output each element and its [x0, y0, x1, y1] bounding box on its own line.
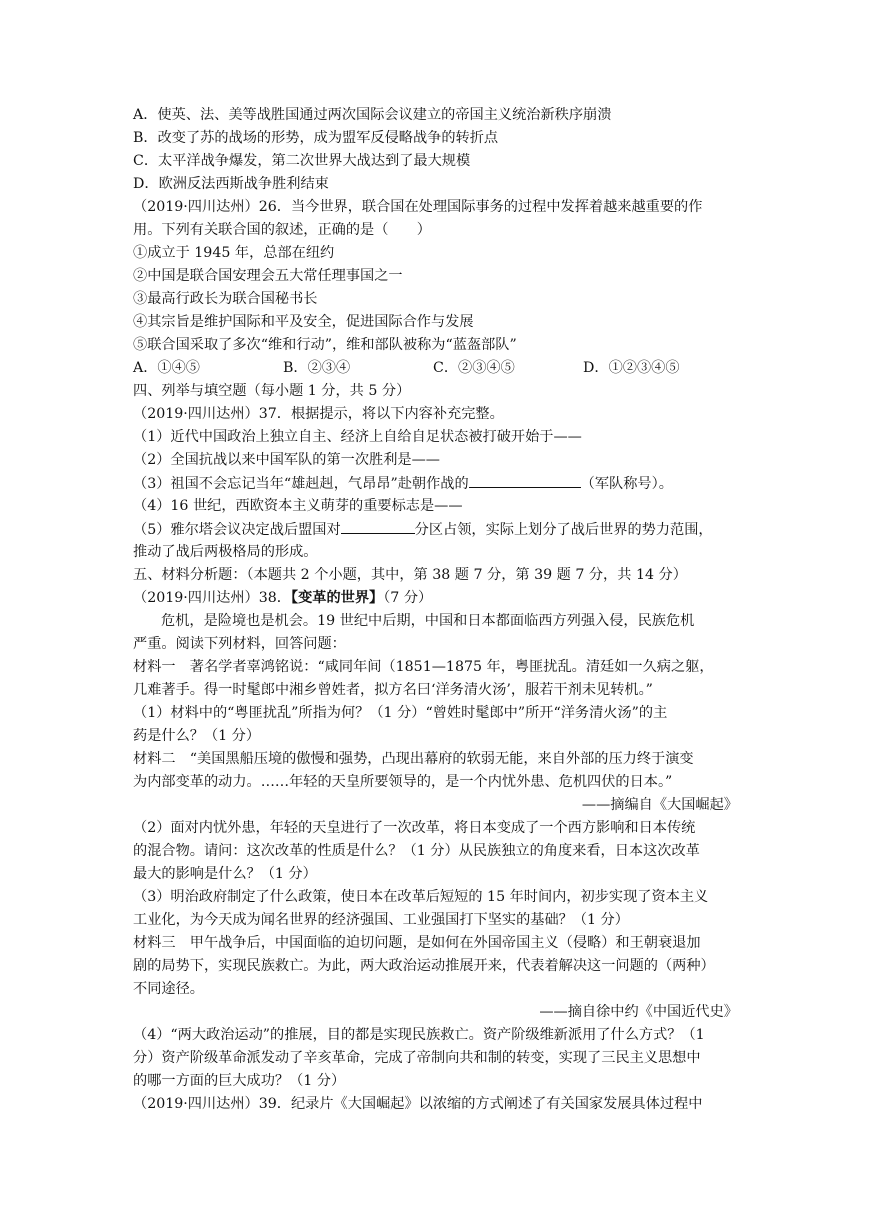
option-c-text: C．太平洋战争爆发，第二次世界大战达到了最大规模: [133, 153, 471, 169]
q26-option-d: D．①②③④⑤: [583, 360, 680, 376]
q38-source: （2019·四川达州）38．: [133, 590, 291, 606]
q38-sub-1: （1）材料中的“粤匪扰乱”所指为何？（1 分）“曾姓时髦郎中”所开“洋务清火汤”的主: [133, 705, 668, 721]
material-3: 材料三 甲午战争后，中国面临的迫切问题，是如何在外国帝国主义（侵略）和王朝衰退加: [133, 935, 701, 951]
q38-sub-2: （2）面对内忧外患，年轻的天皇进行了一次改革，将日本变成了一个西方影响和日本传统: [133, 820, 696, 836]
statement-1: ①成立于 1945 年，总部在纽约: [133, 245, 335, 261]
q38-intro: 危机，是险境也是机会。19 世纪中后期，中国和日本都面临西方列强入侵，民族危机: [161, 613, 695, 629]
q37-item-5-text: （5）雅尔塔会议决定战后盟国对: [133, 522, 341, 538]
material-3-cont: 剧的局势下，实现民族救亡。为此，两大政治运动推展开来，代表着解决这一问题的（两种）: [133, 958, 715, 974]
question-26-stem-cont: 用。下列有关联合国的叙述，正确的是（ ）: [133, 222, 431, 238]
material-2-citation: ——摘编自《大国崛起》: [581, 797, 738, 813]
question-39-stem: （2019·四川达州）39．纪录片《大国崛起》以浓缩的方式阐述了有关国家发展具体过程中: [133, 1096, 703, 1112]
question-26-options: [133, 358, 738, 378]
fill-blank: [341, 519, 415, 534]
q26-option-c: C．②③④⑤: [433, 360, 515, 376]
material-3-citation: ——摘自徐中约《中国近代史》: [539, 1004, 738, 1020]
q26-option-a: A．①④⑤: [133, 360, 200, 376]
statement-2: ②中国是联合国安理会五大常任理事国之一: [133, 268, 403, 284]
statement-3: ③最高行政长为联合国秘书长: [133, 291, 318, 307]
q37-item-4: （4）16 世纪，西欧资本主义萌芽的重要标志是——: [133, 498, 463, 514]
question-26-stem: （2019·四川达州）26．当今世界，联合国在处理国际事务的过程中发挥着越来越重要的作: [133, 199, 703, 215]
statement-4: ④其宗旨是维护国际和平及安全，促进国际合作与发展: [133, 314, 474, 330]
q37-item-2: （2）全国抗战以来中国军队的第一次胜利是——: [133, 452, 440, 468]
fill-blank: [469, 473, 581, 488]
q37-item-3-tail: （军队称号）。: [580, 476, 673, 492]
q37-item-5-tail: 分区占领，实际上划分了战后世界的势力范围，: [414, 522, 713, 538]
q37-item-3-text: （3）祖国不会忘记当年“雄赳赳，气昂昂”赴朝作战的: [133, 476, 469, 492]
q38-sub-2-cont: 的混合物。请问：这次改革的性质是什么？（1 分）从民族独立的角度来看，日本这次改革: [133, 843, 700, 859]
section-four-heading: 四、列举与填空题（每小题 1 分，共 5 分）: [133, 383, 411, 399]
q37-item-5: [133, 519, 738, 540]
q37-item-5-cont: 推动了战后两极格局的形成。: [133, 544, 318, 560]
q38-sub-2-cont2: 最大的影响是什么？（1 分）: [133, 866, 317, 882]
q37-item-1: （1）近代中国政治上独立自主、经济上自给自足状态被打破开始于——: [133, 429, 582, 445]
q37-item-3: [133, 473, 738, 494]
question-38-heading: [133, 588, 738, 608]
material-1: 材料一 著名学者辜鸿铭说：“咸同年间（1851—1875 年，粤匪扰乱。清廷如一久病之躯，: [133, 659, 714, 675]
q38-sub-4-cont: 分）资产阶级革命派发动了辛亥革命，完成了帝制向共和制的转变，实现了三民主义思想中: [133, 1050, 701, 1066]
q38-sub-3-cont: 工业化，为今天成为闻名世界的经济强国、工业强国打下坚实的基础？（1 分）: [133, 912, 629, 928]
q38-sub-4: （4）“两大政治运动”的推展，目的都是实现民族救亡。资产阶级维新派用了什么方式？（1: [133, 1027, 705, 1043]
material-2-cont: 为内部变革的动力。……年轻的天皇所要领导的，是一个内忧外患、危机四伏的日本。”: [133, 774, 673, 790]
question-37-stem: （2019·四川达州）37．根据提示，将以下内容补充完整。: [133, 406, 504, 422]
option-b-text: B．改变了苏的战场的形势，成为盟军反侵略战争的转折点: [133, 130, 499, 146]
option-a-text: A．使英、法、美等战胜国通过两次国际会议建立的帝国主义统治新秩序崩溃: [133, 107, 612, 123]
q38-sub-3: （3）明治政府制定了什么政策，使日本在改革后短短的 15 年时间内，初步实现了资本主义: [133, 889, 709, 905]
material-2: 材料二 “美国黑船压境的傲慢和强势，凸现出幕府的软弱无能，来自外部的压力终于演变: [133, 751, 694, 767]
q38-sub-4-cont2: 的哪一方面的巨大成功？（1 分）: [133, 1073, 346, 1089]
material-3-cont2: 不同途径。: [133, 981, 204, 997]
q26-option-b: B．②③④: [283, 360, 351, 376]
q38-score: （7 分）: [383, 590, 433, 606]
q38-topic: 【变革的世界】: [290, 590, 384, 606]
q38-intro-cont: 严重。阅读下列材料，回答问题：: [133, 636, 346, 652]
q38-sub-1-cont: 药是什么？（1 分）: [133, 728, 261, 744]
option-d-text: D．欧洲反法西斯战争胜利结束: [133, 176, 329, 192]
statement-5: ⑤联合国采取了多次“维和行动”，维和部队被称为“蓝盔部队”: [133, 337, 517, 353]
material-1-cont: 几难著手。得一时髦郎中湘乡曾姓者，拟方名曰‘洋务清火汤’，服若干剂未见转机。”: [133, 682, 653, 698]
section-five-heading: 五、材料分析题：（本题共 2 个小题，其中，第 38 题 7 分，第 39 题 7 分，共 14 分）: [133, 567, 687, 583]
